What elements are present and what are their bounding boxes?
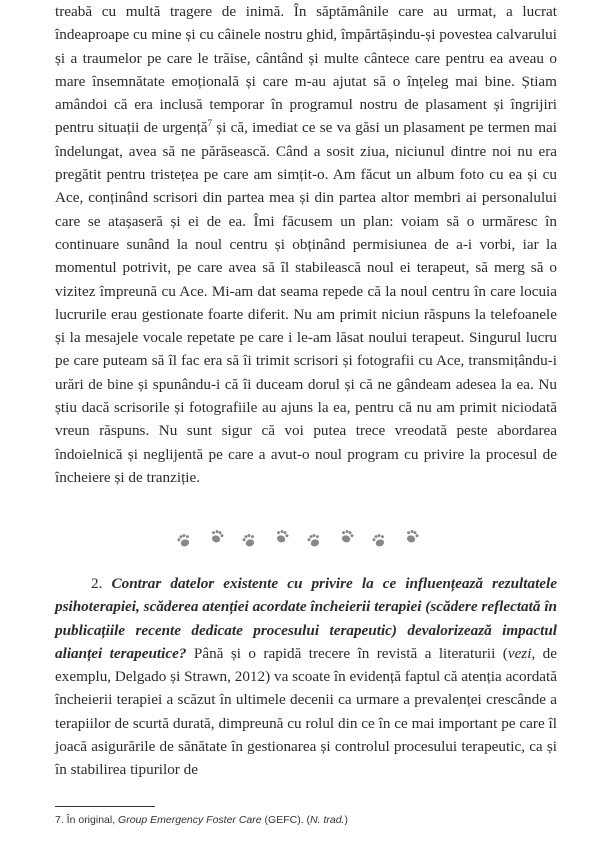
paragraph-2-number: 2. — [91, 575, 103, 592]
footnote-mark[interactable]: 7 — [207, 118, 213, 129]
footnote-middle: (GEFC). ( — [261, 814, 311, 826]
footnote-note: N. trad. — [310, 814, 345, 826]
paragraph-2-text-a: Până și o rapidă trecere în revistă a literaturii ( — [186, 644, 508, 662]
paw-print-icon — [306, 533, 321, 548]
footnote — [55, 814, 555, 826]
paw-print-icon — [176, 533, 191, 548]
footnote-suffix: ) — [344, 814, 348, 826]
paragraph-2 — [55, 572, 557, 782]
footnote-prefix: 7. În original, — [55, 814, 119, 826]
paragraph-2-vezi: vezi — [507, 644, 532, 662]
footnote-title: Group Emergency Foster Care — [118, 814, 262, 826]
paw-print-icon — [241, 533, 256, 548]
paw-prints-icon — [168, 528, 428, 550]
paragraph-2-question: Contrar datelor existente cu privire la ce influențează rezultatele psihoterapiei, scăderea atenției acordate încheierii terapiei (scădere reflectată în publicațiile recente dedicate procesului terapeutic) devalorizează impactul alianței terapeutice? — [55, 575, 557, 662]
paragraph-1-text-a: treabă cu multă tragere de inimă. În săptămânile care au urmat, a lucrat îndeaproape cu mine și cu câinele nostru ghid, împărtășindu-și povestea calvarului și a traumelor pe care le trăise, cântând și multe cântece care pentru ea aveau o mare însemnătate emoțională și care m-au ajutat să o înțeleg mai bine. Știam amândoi că era inclusă temporar în programul nostru de plasament și îngrijiri pentru situații de urgență — [55, 3, 557, 137]
paw-print-icon — [404, 529, 419, 544]
paw-print-icon — [274, 529, 289, 544]
paw-print-icon — [209, 529, 224, 544]
paw-print-icon — [339, 529, 354, 544]
paragraph-2-text-b: , de exemplu, Delgado și Strawn, 2012) va scoate în evidență faptul că atenția acordată încheierii terapiei a scăzut în ultimele decenii ca urmare a prevalenței crescânde a terapiilor de scurtă durată, dimpreună cu rolul din ce în ce mai important pe care îl joacă asigurările de sănătate în gestionarea și controlul procesului terapeutic, ca și în stabilirea tipurilor de — [55, 644, 558, 779]
paw-print-icon — [371, 533, 386, 548]
footnote-rule — [55, 806, 155, 807]
paragraph-1-text-b: și că, imediat ce se va găsi un plasament pe termen mai îndelungat, avea să ne părăsească. Când a sosit ziua, niciunul dintre noi nu era pregătit pentru tristețea pe care am simțit-o. Am făcut un album foto cu ea și cu Ace, conținând scrisori din partea mea și din partea altor membri ai personalului care se atașaseră și ei de ea. Îmi făcusem un plan: voiam să o urmăresc în continuare sunând la noul centru și obținând permisiunea de a-i vorbi, iar la momentul potrivit, pe care avea să îl stabilească noul ei terapeut, să merg să o vizitez împreună cu Ace. Mi-am dat seama repede că la noul centru în care locuia lucrurile erau gestionate foarte diferit. Nu am primit niciun răspuns la telefoanele și la mesajele vocale repetate pe care i le-am lăsat noului terapeut. Singurul lucru pe care puteam să îl fac era să îi trimit scrisori și fotografii cu Ace, transmițându-i urări de bine și spunându-i că îi duceam dorul și că ne gândeam adesea la ea. Nu știu dacă scrisorile și fotografiile au ajuns la ea, pentru că nu am primit niciodată vreun răspuns. Nu sunt sigur că voi putea trece vreodată peste abordarea îndoielnică și neglijentă pe care a avut-o noul program cu privire la procesul de încheiere și de tranziție. — [55, 119, 557, 486]
paragraph-1 — [55, 0, 557, 489]
